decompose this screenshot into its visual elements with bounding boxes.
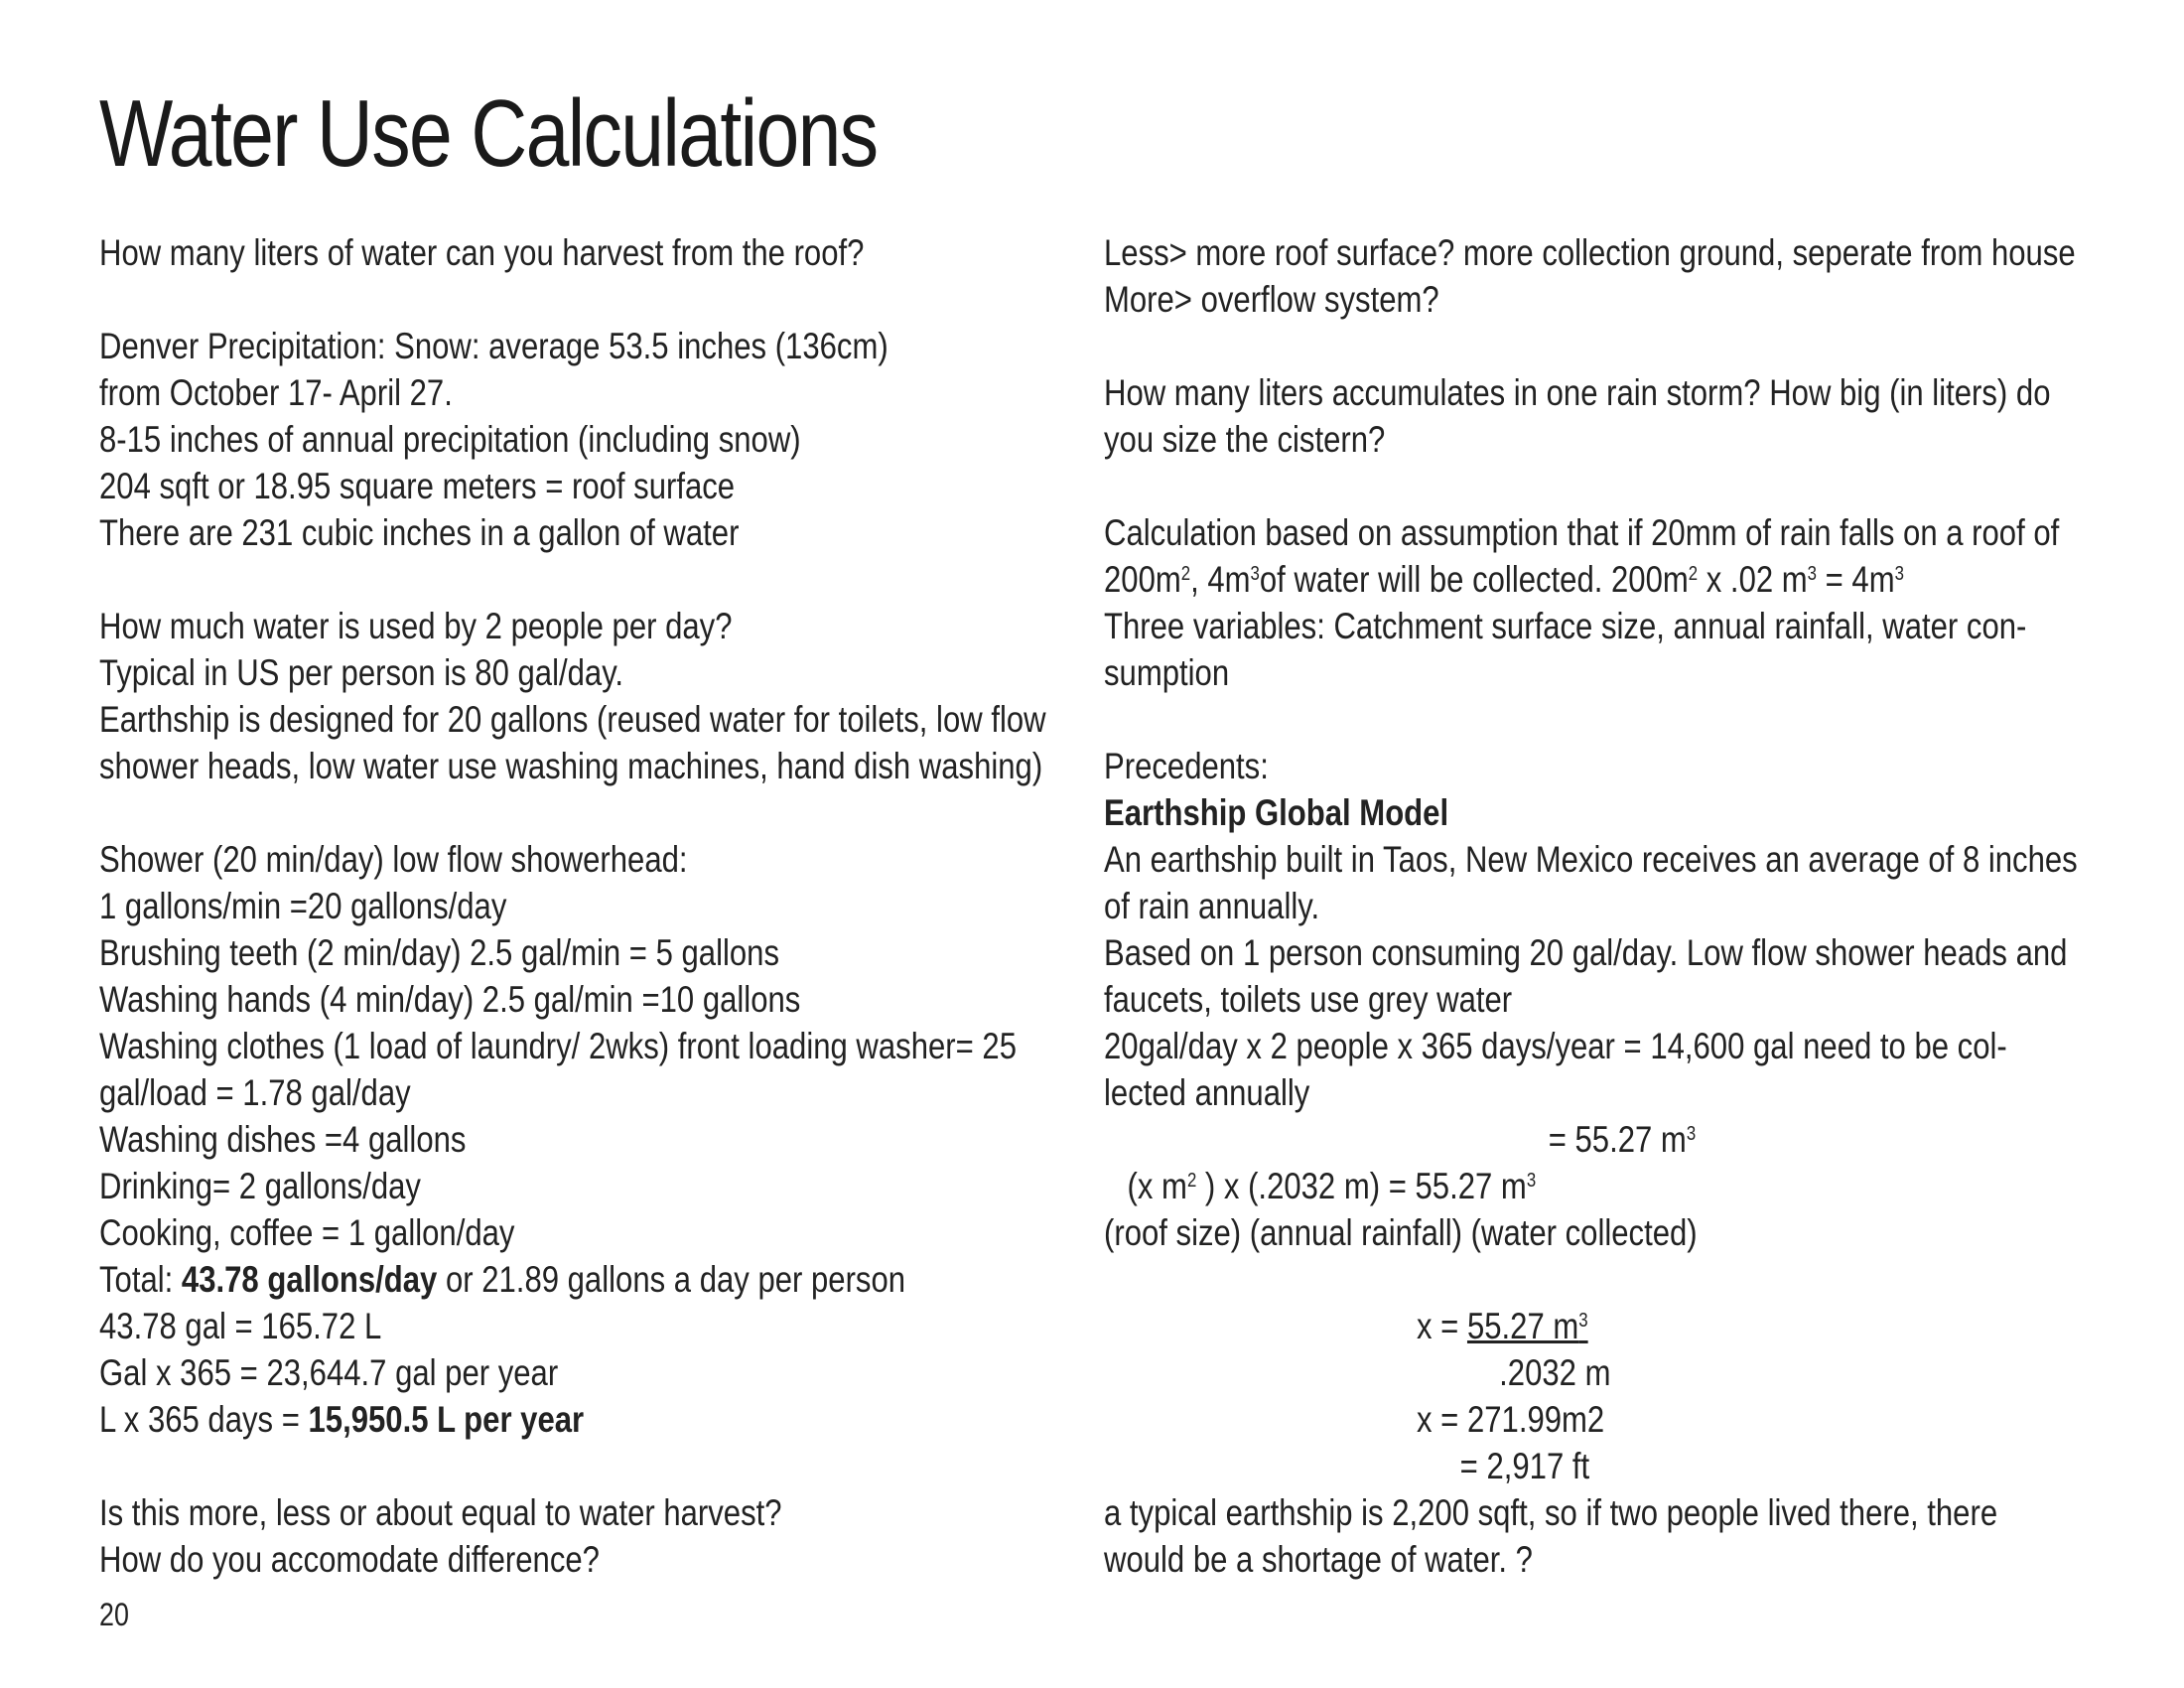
text-line: Precedents:	[1104, 746, 1269, 786]
formula-line	[1104, 1116, 2078, 1163]
text-line: shower heads, low water use washing machines, hand dish washing)	[99, 746, 1043, 786]
right-column	[1104, 229, 2184, 1583]
text-line: Shower (20 min/day) low flow showerhead:	[99, 839, 688, 880]
superscript: 3	[1894, 563, 1904, 585]
superscript: 2	[1688, 563, 1699, 585]
text-fragment: , 4m	[1190, 559, 1251, 600]
text-line: Three variables: Catchment surface size, annual rainfall, water con-	[1104, 606, 2027, 646]
total-daily-value: 43.78 gallons/day	[181, 1259, 438, 1300]
text-line: of rain annually.	[1104, 886, 1320, 926]
text-line: Washing hands (4 min/day) 2.5 gal/min =10 gallons	[99, 979, 801, 1020]
text-fragment: of water will be collected. 200m	[1259, 559, 1689, 600]
fraction-denominator: .2032 m	[1499, 1352, 1611, 1393]
text-line: 43.78 gal = 165.72 L	[99, 1306, 382, 1346]
text-fragment: 200m	[1104, 559, 1181, 600]
text-line: Calculation based on assumption that if 20mm of rain falls on a roof of	[1104, 512, 2060, 553]
page-title: Water Use Calculations	[99, 80, 878, 187]
text-line: Less> more roof surface? more collection ground, seperate from house	[1104, 232, 2076, 273]
text-line: An earthship built in Taos, New Mexico receives an average of 8 inches	[1104, 839, 2078, 880]
annual-prefix: L x 365 days =	[99, 1399, 309, 1440]
text-line: lected annually	[1104, 1072, 1310, 1113]
total-prefix: Total:	[99, 1259, 182, 1300]
text-line: 204 sqft or 18.95 square meters = roof surface	[99, 466, 736, 506]
text-line: 8-15 inches of annual precipitation (including snow)	[99, 419, 801, 460]
text-fragment: = 4m	[1817, 559, 1895, 600]
formula-line	[1104, 1303, 2078, 1349]
text-line: you size the cistern?	[1104, 419, 1386, 460]
annual-total-line	[99, 1396, 1046, 1443]
superscript: 2	[1180, 563, 1191, 585]
text-line: Brushing teeth (2 min/day) 2.5 gal/min = 5 gallons	[99, 932, 780, 973]
superscript: 2	[1186, 1170, 1197, 1192]
total-line	[99, 1256, 1046, 1303]
text-line: a typical earthship is 2,200 sqft, so if two people lived there, there	[1104, 1492, 1998, 1533]
text-line: (roof size) (annual rainfall) (water collected)	[1104, 1212, 1698, 1253]
text-line: Drinking= 2 gallons/day	[99, 1166, 421, 1206]
text-line: More> overflow system?	[1104, 279, 1439, 320]
text-line: How do you accomodate difference?	[99, 1539, 600, 1580]
text-fragment: x .02 m	[1698, 559, 1808, 600]
text-line: Typical in US per person is 80 gal/day.	[99, 652, 624, 693]
fraction-numerator	[1467, 1306, 1588, 1346]
total-suffix: or 21.89 gallons a day per person	[437, 1259, 906, 1300]
superscript: 3	[1250, 563, 1260, 585]
text-fragment: x =	[1417, 1306, 1467, 1346]
text-fragment: = 55.27 m	[1548, 1119, 1687, 1160]
superscript: 3	[1578, 1310, 1588, 1332]
text-line: How many liters of water can you harvest from the roof?	[99, 232, 865, 273]
text-line: sumption	[1104, 652, 1230, 693]
text-line: gal/load = 1.78 gal/day	[99, 1072, 411, 1113]
text-line: 1 gallons/min =20 gallons/day	[99, 886, 507, 926]
text-line: Is this more, less or about equal to water harvest?	[99, 1492, 782, 1533]
formula-line: = 2,917 ft	[1459, 1446, 1590, 1486]
text-fragment: (x m	[1127, 1166, 1187, 1206]
text-line: There are 231 cubic inches in a gallon of water	[99, 512, 740, 553]
superscript: 3	[1526, 1170, 1537, 1192]
text-line: Denver Precipitation: Snow: average 53.5 inches (136cm)	[99, 326, 888, 366]
text-line: would be a shortage of water. ?	[1104, 1539, 1533, 1580]
text-line: Gal x 365 = 23,644.7 gal per year	[99, 1352, 559, 1393]
text-fragment: ) x (.2032 m) = 55.27 m	[1196, 1166, 1527, 1206]
text-fragment: 55.27 m	[1466, 1306, 1579, 1346]
text-line: Based on 1 person consuming 20 gal/day. Low flow shower heads and	[1104, 932, 2068, 973]
text-line: 20gal/day x 2 people x 365 days/year = 14,600 gal need to be col-	[1104, 1026, 2007, 1066]
left-column	[99, 229, 1226, 1583]
annual-total-value: 15,950.5 L per year	[308, 1399, 585, 1440]
text-line: Earthship is designed for 20 gallons (reused water for toilets, low flow	[99, 699, 1046, 740]
text-line: How much water is used by 2 people per day?	[99, 606, 733, 646]
section-heading: Earthship Global Model	[1104, 792, 1449, 833]
text-line: Washing dishes =4 gallons	[99, 1119, 467, 1160]
superscript: 3	[1807, 563, 1818, 585]
superscript: 3	[1686, 1123, 1697, 1145]
formula-line: x = 271.99m2	[1417, 1399, 1605, 1440]
text-line: faucets, toilets use grey water	[1104, 979, 1513, 1020]
formula-line	[1104, 1163, 2078, 1209]
text-line: from October 17- April 27.	[99, 372, 453, 413]
text-line: Washing clothes (1 load of laundry/ 2wks) front loading washer= 25	[99, 1026, 1017, 1066]
formula-line	[1104, 556, 2078, 603]
text-line: How many liters accumulates in one rain storm? How big (in liters) do	[1104, 372, 2051, 413]
text-line: Cooking, coffee = 1 gallon/day	[99, 1212, 515, 1253]
page-number: 20	[99, 1597, 129, 1632]
